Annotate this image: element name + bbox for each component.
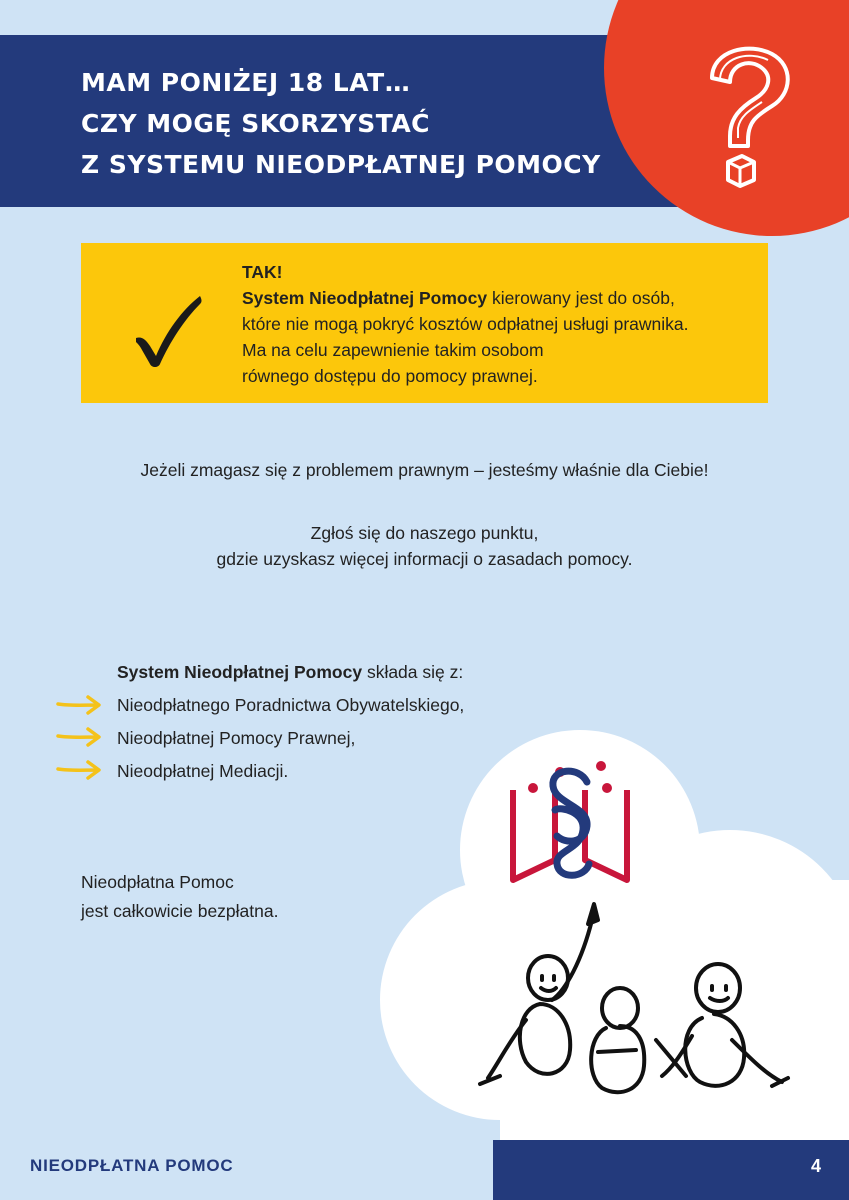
list-item: Nieodpłatnej Pomocy Prawnej, — [117, 728, 356, 748]
title-line-2: CZY MOGĘ SKORZYSTAĆ — [81, 109, 431, 138]
answer-text — [242, 259, 762, 389]
answer-bold-lead: System Nieodpłatnej Pomocy — [242, 288, 488, 308]
answer-line-1-rest: kierowany jest do osób, — [487, 288, 675, 308]
title-line-1: MAM PONIŻEJ 18 LAT… — [81, 68, 411, 97]
arrow-right-icon — [56, 726, 102, 748]
paragraph-book-logo-icon — [505, 760, 635, 885]
footer-label: NIEODPŁATNA POMOC — [30, 1156, 234, 1175]
page-number: 4 — [810, 1156, 821, 1176]
contact-line-2: gdzie uzyskasz więcej informacji o zasadach pomocy. — [216, 549, 633, 569]
answer-line-2: które nie mogą pokryć kosztów odpłatnej usługi prawnika. — [242, 314, 689, 334]
note-line-1: Nieodpłatna Pomoc — [81, 872, 234, 892]
answer-line-3: Ma na celu zapewnienie takim osobom — [242, 340, 544, 360]
contact-text — [0, 520, 849, 572]
intro-text — [0, 457, 849, 483]
free-help-note — [81, 868, 381, 926]
people-sketch-icon — [470, 900, 800, 1100]
answer-heading: TAK! — [242, 262, 283, 282]
checkmark-icon — [130, 290, 205, 370]
answer-line-1 — [242, 285, 762, 311]
system-bold-lead: System Nieodpłatnej Pomocy — [117, 662, 363, 682]
system-heading — [117, 656, 567, 689]
list-item: Nieodpłatnej Mediacji. — [117, 761, 289, 781]
answer-line-4: równego dostępu do pomocy prawnej. — [242, 366, 538, 386]
intro-line: Jeżeli zmagasz się z problemem prawnym – jesteśmy właśnie dla Ciebie! — [140, 460, 709, 480]
contact-line-1: Zgłoś się do naszego punktu, — [310, 523, 539, 543]
footer-bar — [493, 1140, 849, 1200]
system-heading-rest: składa się z: — [362, 662, 464, 682]
list-item: Nieodpłatnego Poradnictwa Obywatelskiego, — [117, 695, 465, 715]
arrow-right-icon — [56, 759, 102, 781]
page-title — [81, 62, 641, 185]
title-line-3: Z SYSTEMU NIEODPŁATNEJ POMOCY — [81, 150, 601, 179]
question-mark-icon — [690, 40, 810, 190]
note-line-2: jest całkowicie bezpłatna. — [81, 901, 279, 921]
arrow-right-icon — [56, 694, 102, 716]
